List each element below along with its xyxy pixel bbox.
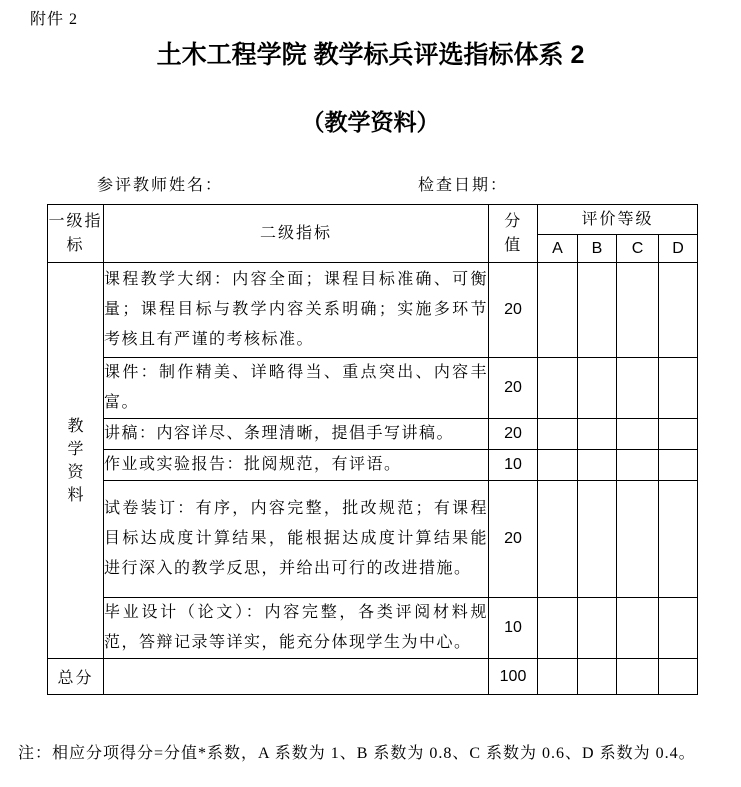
grade-column-c: C xyxy=(617,235,659,263)
grade-cell-b xyxy=(578,481,617,598)
level1-indicator-header: 一级指标 xyxy=(48,205,104,263)
criteria-cell: 试卷装订：有序，内容完整，批改规范；有课程目标达成度计算结果，能根据达成度计算结果能进行深入的教学反思，并给出可行的改进措施。 xyxy=(104,481,489,598)
total-label: 总分 xyxy=(48,659,104,695)
evaluation-table xyxy=(47,204,698,695)
grade-cell-b xyxy=(578,419,617,450)
grade-cell-c xyxy=(617,419,659,450)
total-empty-cell xyxy=(104,659,489,695)
score-header xyxy=(489,205,538,263)
table-row xyxy=(48,598,698,659)
table-row xyxy=(48,419,698,450)
criteria-cell: 课程教学大纲：内容全面；课程目标准确、可衡量；课程目标与教学内容关系明确；实施多环节考核且有严谨的考核标准。 xyxy=(104,263,489,358)
grade-cell-a xyxy=(538,481,578,598)
grade-cell-d xyxy=(659,263,698,358)
header-row-top xyxy=(48,205,698,235)
grade-header: 评价等级 xyxy=(538,205,698,235)
criteria-cell: 毕业设计（论文）：内容完整，各类评阅材料规范，答辩记录等详实，能充分体现学生为中心。 xyxy=(104,598,489,659)
grade-cell-a xyxy=(538,419,578,450)
grade-cell-a xyxy=(538,450,578,481)
grade-cell-c xyxy=(617,598,659,659)
grade-cell-d xyxy=(659,481,698,598)
grade-cell-c xyxy=(617,481,659,598)
grade-cell-b xyxy=(578,358,617,419)
grade-cell-c xyxy=(617,659,659,695)
category-cell xyxy=(48,263,104,659)
document-subtitle: （教学资料） xyxy=(301,109,440,135)
table-row xyxy=(48,263,698,358)
grade-cell-a xyxy=(538,598,578,659)
score-cell: 10 xyxy=(489,598,538,659)
score-header-text: 分值 xyxy=(504,212,523,254)
criteria-cell: 课件：制作精美、详略得当、重点突出、内容丰富。 xyxy=(104,358,489,419)
grade-cell-d xyxy=(659,419,698,450)
grade-cell-c xyxy=(617,263,659,358)
grade-cell-a xyxy=(538,659,578,695)
grade-cell-a xyxy=(538,263,578,358)
grade-cell-b xyxy=(578,598,617,659)
teacher-name-label: 参评教师姓名： xyxy=(97,177,224,194)
score-cell: 20 xyxy=(489,419,538,450)
level2-indicator-header: 二级指标 xyxy=(104,205,489,263)
footnote: 注：相应分项得分=分值*系数，A 系数为 1、B 系数为 0.8、C 系数为 0.6、D 系数为 0.4。 xyxy=(18,745,696,762)
grade-cell-d xyxy=(659,659,698,695)
grade-cell-b xyxy=(578,450,617,481)
grade-cell-b xyxy=(578,659,617,695)
grade-column-d: D xyxy=(659,235,698,263)
score-cell: 20 xyxy=(489,263,538,358)
criteria-cell: 讲稿：内容详尽、条理清晰，提倡手写讲稿。 xyxy=(104,419,489,450)
grade-cell-d xyxy=(659,450,698,481)
table-row xyxy=(48,358,698,419)
grade-cell-d xyxy=(659,598,698,659)
grade-cell-b xyxy=(578,263,617,358)
table-row xyxy=(48,450,698,481)
attachment-label: 附件 2 xyxy=(30,11,79,28)
total-row xyxy=(48,659,698,695)
grade-column-b: B xyxy=(578,235,617,263)
score-cell: 10 xyxy=(489,450,538,481)
grade-column-a: A xyxy=(538,235,578,263)
grade-cell-a xyxy=(538,358,578,419)
grade-cell-d xyxy=(659,358,698,419)
total-score-cell: 100 xyxy=(489,659,538,695)
score-cell: 20 xyxy=(489,481,538,598)
criteria-cell: 作业或实验报告：批阅规范，有评语。 xyxy=(104,450,489,481)
grade-cell-c xyxy=(617,358,659,419)
grade-cell-c xyxy=(617,450,659,481)
document-title: 土木工程学院 教学标兵评选指标体系 2 xyxy=(156,41,585,69)
table-row xyxy=(48,481,698,598)
score-cell: 20 xyxy=(489,358,538,419)
check-date-label: 检查日期： xyxy=(418,177,509,194)
category-text: 教学资料 xyxy=(67,417,84,504)
